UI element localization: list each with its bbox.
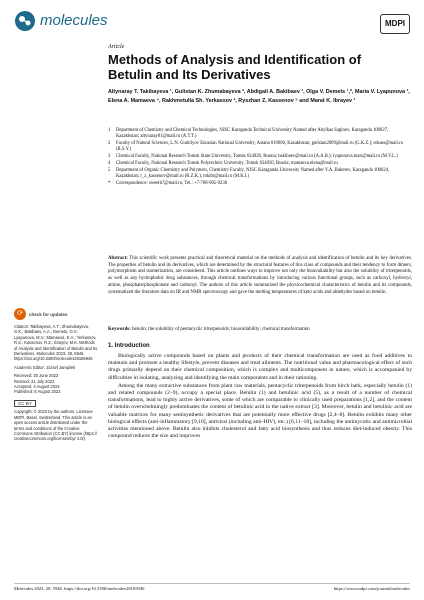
journal-header — [14, 10, 410, 32]
affiliation-item — [108, 154, 412, 160]
affiliation-text: Chemical Faculty, National Research Tomsk Polytechnic University, Tomsk 634050, Russia; mamaeva.elena@mail.ru — [116, 161, 338, 167]
page-footer — [14, 583, 410, 591]
received-date: Received: 30 June 2023 — [14, 373, 59, 379]
article-sidebar — [14, 308, 98, 445]
affiliation-number: 1 — [108, 128, 111, 133]
paragraph: Biologically active compounds based on plants and products of their chemical transformation are used as food additives to maintain and promote a healthy lifestyle, prevent diseases and treat ailments. The nutritional value and pharmacological effect of such drugs primarily depend on their chemical composition, which is complex and multicomponent in nature, which is accompanied by difficulties in isolating, analyzing and identifying the main components and in their rationing. — [108, 353, 412, 381]
affiliation-number: 4 — [108, 161, 111, 167]
affiliation-number: 3 — [108, 153, 111, 159]
revised-date: Revised: 21 July 2023 — [14, 378, 55, 384]
affiliation-number: 2 — [108, 140, 111, 146]
author-list: Altynaray T. Takibayeva ¹, Gulistan K. Zhumabayeva ², Abdigali A. Bakibaev ³, Olga V. Demets ¹,*, Maria V. Lyapunova ³, Elena A. Mamaeva ⁴, Rakhmetulla Sh. Yerkassov ², Ryszhan Z. Kassenov ⁵ and Marat K. Ibrayev ¹ — [108, 89, 410, 104]
refresh-icon: ⟳ — [14, 308, 26, 320]
affiliation-item — [108, 141, 412, 152]
affiliation-text: Chemical Faculty, National Research Tomsk State University, Tomsk 634028, Russia; bakibaev@mail.ru (A.A.B.); lyapunova.mari@mail.ru (M.V.L.) — [116, 153, 398, 159]
affiliation-text: Department of Chemistry and Chemical Technologies, NJSC Karaganda Technical University Named after Abylkas Saginov, Karaganda 100027, Kazakhstan; altynaray81@mail.ru (A.T.T.) — [116, 128, 389, 139]
correspondence-text: Correspondence: sweeth7@mail.ru; Tel.: +7-708-905-9236 — [116, 181, 228, 187]
academic-editor: Academic Editor: József Jampilek — [14, 364, 76, 370]
journal-name: molecules — [40, 12, 108, 29]
abstract-label: Abstract: — [108, 256, 128, 261]
footer-citation: Molecules 2023, 28, 5946. https://doi.org/10.3390/molecules28165946 — [14, 586, 145, 591]
publisher-logo: MDPI — [380, 14, 410, 34]
body-text — [108, 353, 412, 441]
affiliation-item — [108, 128, 412, 139]
published-date: Published: 8 August 2023 — [14, 389, 61, 395]
citation: Citation: Takibayeva, A.T.; Zhumabayeva, G.K.; Bakibaev, A.A.; Demets, O.V.; Lyapunova, M.V.; Mamaeva, E.A.; Yerkassov, R.S.; Kassenov, R.Z.; Ibrayev, M.K. Methods of Analysis and Identification of Betulin and Its Derivatives. Molecules 2023, 28, 5946. https://doi.org/10.3390/molecules28165946 — [14, 324, 98, 362]
section-heading: 1. Introduction — [108, 343, 150, 349]
accepted-date: Accepted: 4 August 2023 — [14, 384, 60, 390]
affiliation-item — [108, 168, 412, 179]
affiliation-number: * — [108, 181, 111, 187]
copyright-notice: Copyright: © 2023 by the authors. Licensee MDPI, Basel, Switzerland. This article is an open access article distributed under the terms and conditions of the Creative Commons Attribution (CC BY) license (https:// creativecommons.org/licenses/by/ 4.0/). — [14, 409, 98, 442]
affiliation-text: Faculty of Natural Sciences, L.N. Gumilyov Eurasian National University, Astana 010000, Kazakhstan; gulistan2009@mail.ru (G.K.Z.); erkass@mail.ru (R.S.Y.) — [116, 140, 403, 152]
affiliation-text: Department of Organic Chemistry and Polymers, Chemistry Faculty, NJSC Karaganda University Named after Y.A. Buketov, Karaganda 100024, Kazakhstan; r_z_kassenov@mail.ru (R.Z.K.); mkibr@mail.ru (M.K.I.) — [116, 168, 390, 179]
keywords — [108, 327, 412, 334]
affiliations — [108, 128, 412, 188]
affiliation-number: 5 — [108, 168, 111, 174]
cc-by-license-badge[interactable]: CC BY — [14, 400, 36, 407]
article-title: Methods of Analysis and Identification of Betulin and Its Derivatives — [108, 52, 362, 82]
check-for-updates-badge[interactable] — [14, 308, 98, 320]
article-type: Article — [108, 44, 125, 50]
keywords-label: Keywords: — [108, 327, 131, 332]
abstract-text: This scientific work presents practical and theoretical material on the methods of analysis and identification of betulin and its key derivatives. The properties of betulin and its derivatives, which are determined by the structural features of this class of compounds and their tendency to form dimers, polymorphism and isomerization, are considered. This article outlines ways to improve not only the bioavailability but also the solubility of triterpenoids, as well as any hydrophobic drug substances, through chemical transformations by introducing various functional groups, such as carboxyl, hydroxyl, amine, phosphate/phosphonate and carbonyl. The authors of this article summarized the physicochemical characteristics of betulin and its compounds, systematized the literature data on IR and NMR spectroscopy and gave the melting temperatures of keto acids and aldehydes based on betulin. — [108, 256, 413, 295]
affiliation-item — [108, 161, 412, 167]
keywords-text: betulin; the solubility of pentacyclic triterpenoids; bioavailability; chemical transformation — [132, 327, 310, 332]
abstract — [108, 256, 412, 296]
check-for-updates-label: check for updates — [29, 311, 68, 317]
journal-url[interactable]: https://www.mdpi.com/journal/molecules — [333, 586, 410, 591]
paragraph: Among the many extractive substances from plant raw materials, pentacyclic triterpenoids from birch bark, especially betulin (1) and related compounds (2–9), occupy a special place. Betulin (1) and betulinic acid (5), as a result of a number of chemical transformations, lead to highly active derivatives, some of which are comparable to clinically used preparations [1,2], and the content of betulin overwhelmingly predominates the content of betulinic acid in the native extract [3]. Moreover, betulin and betulinic acid are valuable matrices for many semisynthetic derivatives that are potentially more effective drugs [2,4–8]. Betulin exhibits many other biological effects (anti-inflammatory [9,10], antiviral (including anti-HIV), etc.) [6,11–18], including the antimycotic and antimicrobial activities mentioned above. Betulin also inhibits cholesterol and fatty acid biosynthesis and thus reduces diet-induced obesity. This compound reduces the size and improves — [108, 382, 412, 440]
correspondence — [108, 181, 412, 187]
journal-logo-icon — [14, 10, 36, 32]
